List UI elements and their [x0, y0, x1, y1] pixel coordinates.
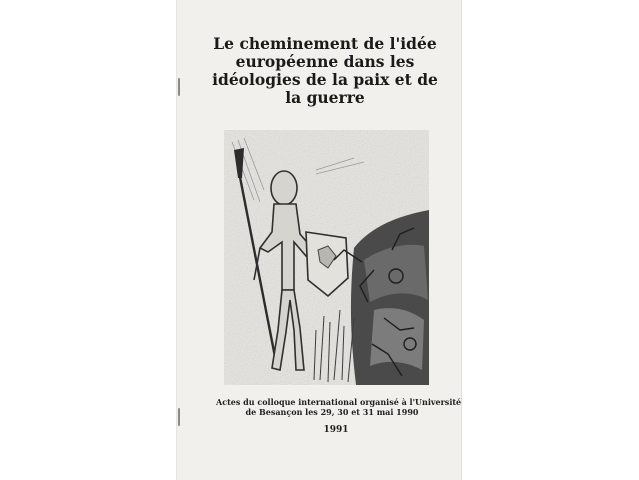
book-title [210, 35, 440, 107]
proceedings-line-1: Actes du colloque international organisé à l'Université [216, 397, 462, 407]
staple-top [178, 78, 180, 96]
book-cover [176, 0, 462, 480]
proceedings-line-2: de Besançon les 29, 30 et 31 mai 1990 [245, 407, 419, 417]
publication-year: 1991 [323, 425, 349, 435]
staple-bottom [178, 408, 180, 426]
cover-artwork [224, 130, 429, 385]
title-line-4: la guerre [285, 88, 365, 107]
title-line-1: Le cheminement de l'idée [213, 34, 437, 53]
title-line-3: idéologies de la paix et de [212, 70, 438, 89]
proceedings-note [216, 397, 462, 417]
title-line-2: européenne dans les [235, 52, 415, 71]
